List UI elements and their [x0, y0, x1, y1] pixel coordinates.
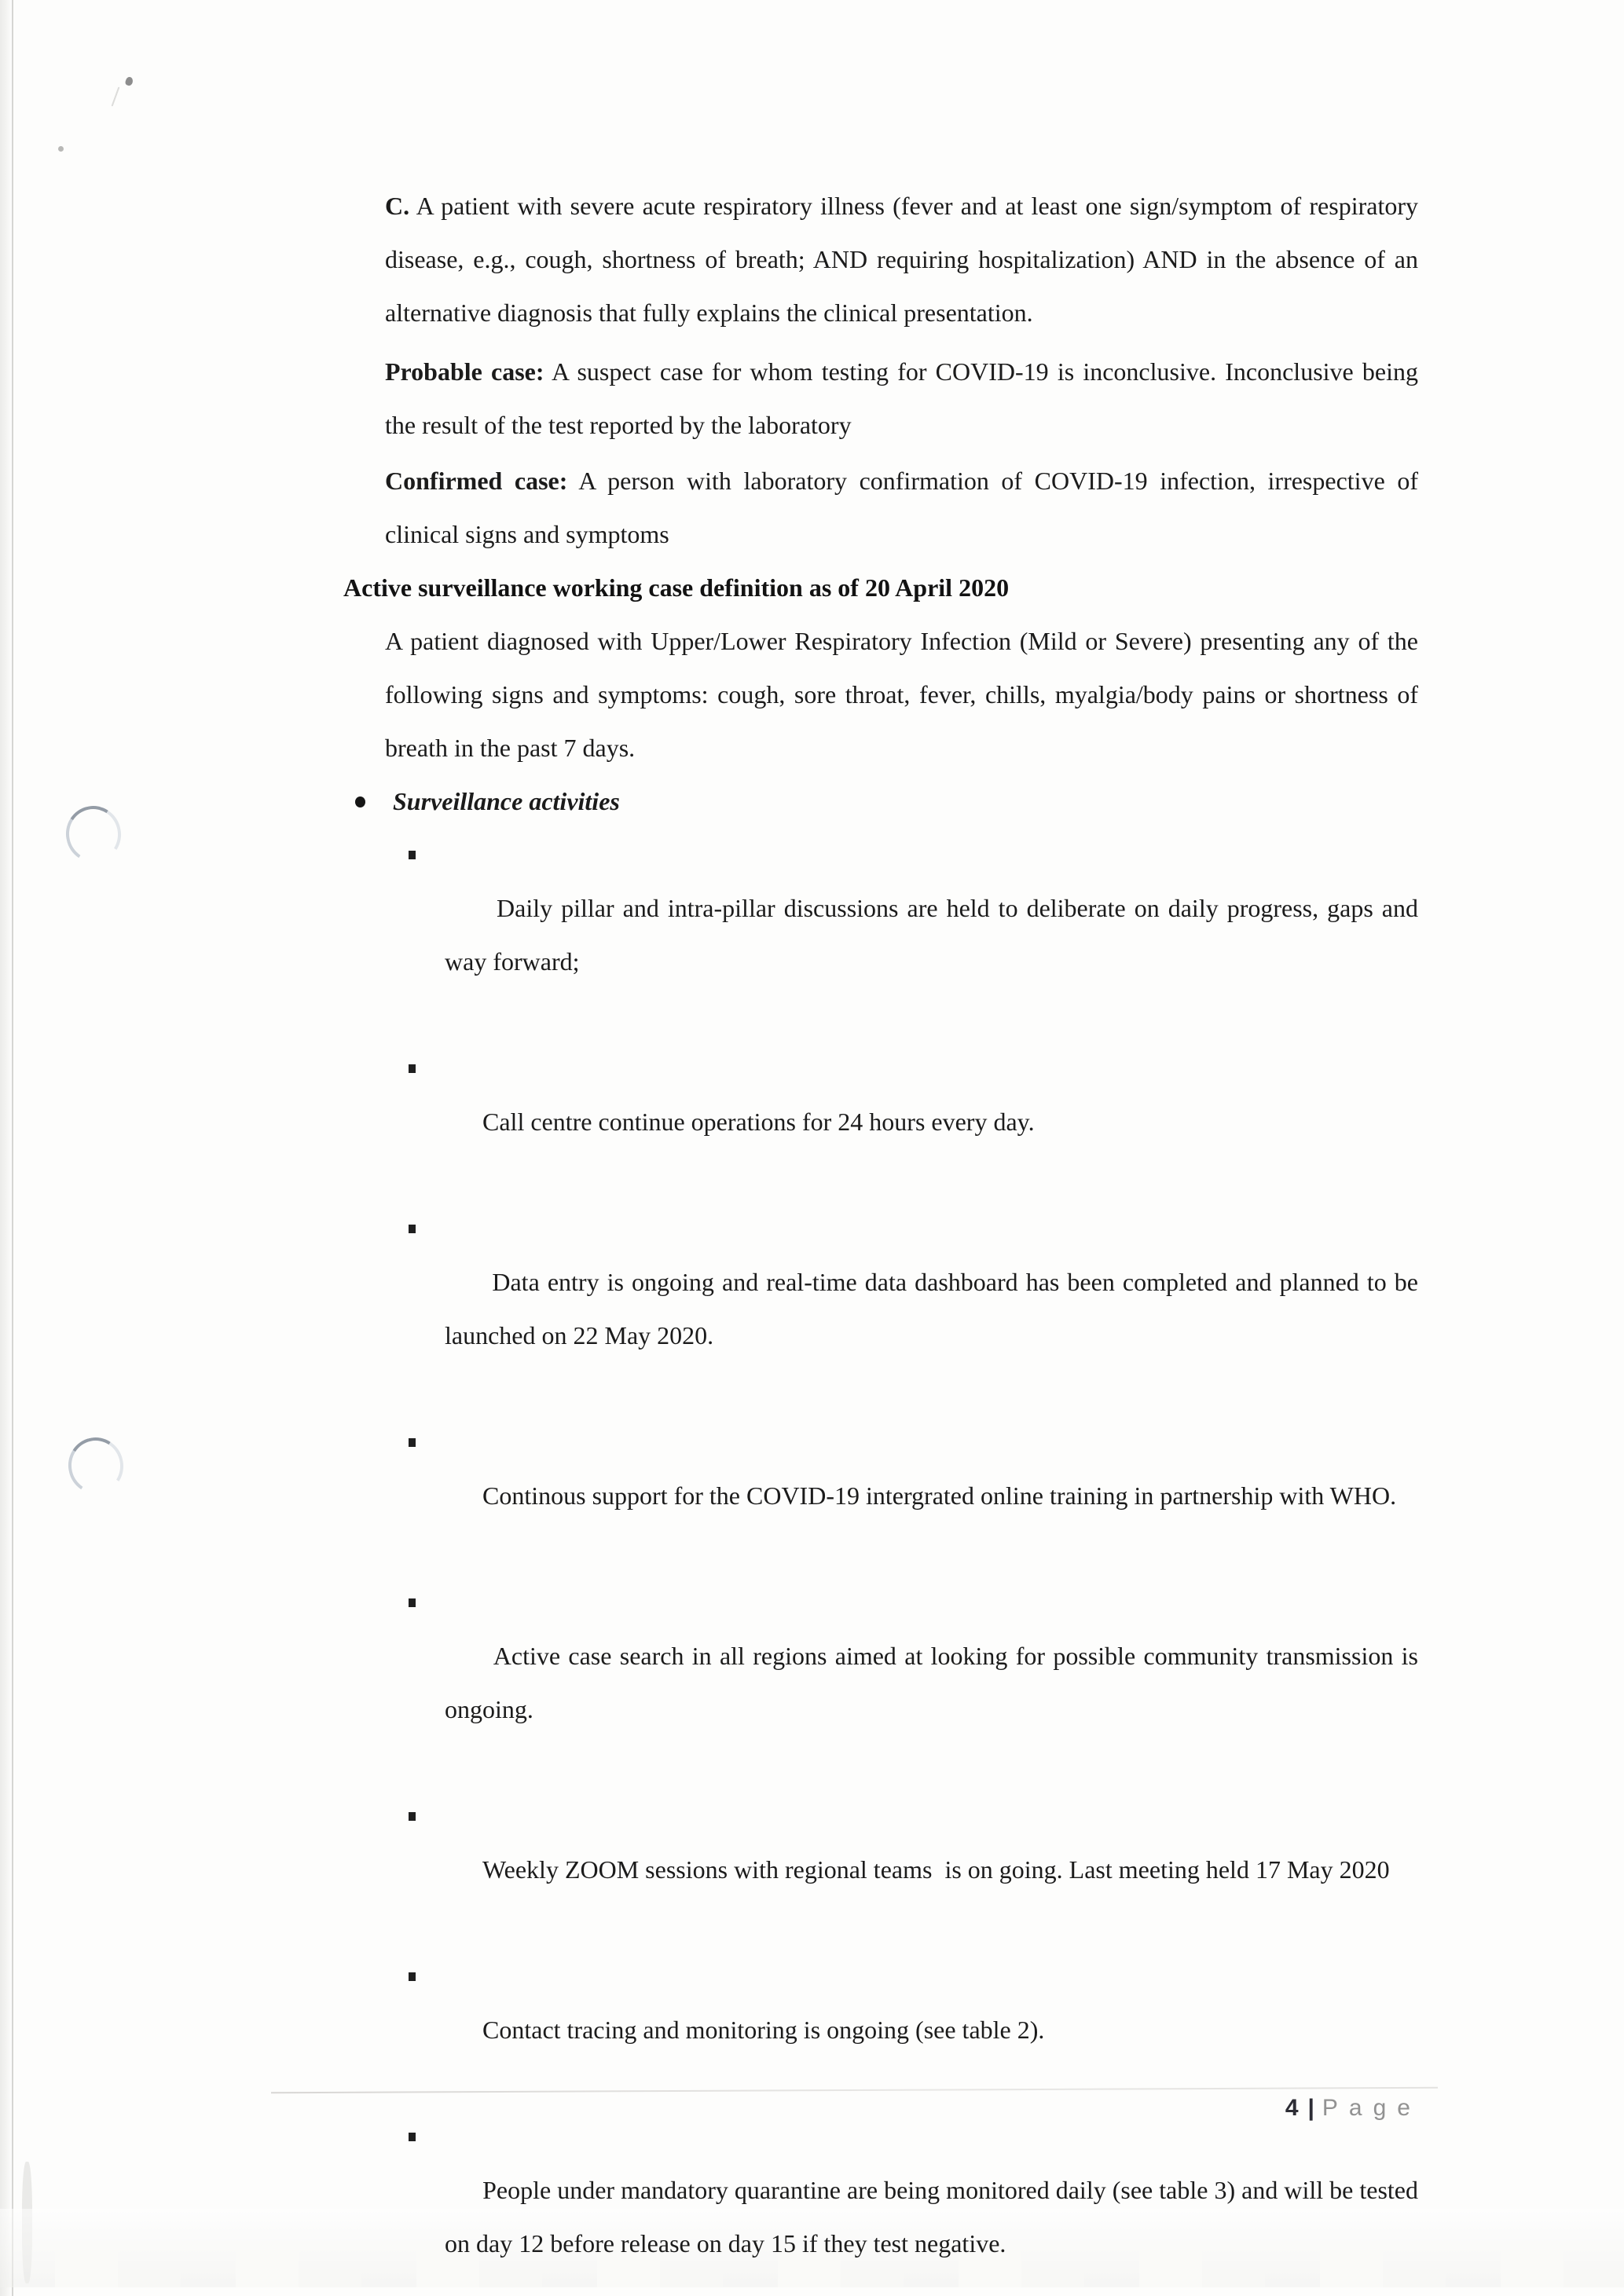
list-item: [409, 1576, 1425, 1789]
scan-speck: [58, 146, 64, 152]
square-bullet-icon: [409, 1064, 416, 1073]
list-item-text: Data entry is ongoing and real-time data dashboard has been completed and planned to be launched on 22 May 2020.: [445, 1268, 1425, 1349]
hole-punch-mark: [63, 1433, 128, 1500]
round-bullet-icon: [355, 796, 365, 807]
list-item-text: Call centre continue operations for 24 hours every day.: [482, 1108, 1035, 1136]
footer-separator: |: [1307, 2095, 1314, 2121]
square-bullet-icon: [409, 1225, 416, 1233]
list-item-text: Active case search in all regions aimed at looking for possible community transmission is ongoing.: [445, 1642, 1425, 1723]
list-item: [409, 828, 1425, 1042]
list-item: [409, 1042, 1418, 1202]
confirmed-case-label: Confirmed case:: [385, 467, 568, 495]
page-number: 4: [1285, 2095, 1299, 2121]
square-bullet-icon: [409, 851, 416, 859]
scan-speck: [125, 76, 134, 86]
scan-speck-tail: [112, 86, 120, 106]
list-item: [409, 2110, 1425, 2296]
paragraph-probable-case: [385, 345, 1418, 452]
confirmed-case-text: A person with laboratory confirmation of COVID-19 infection, irrespective of clinical signs and symptoms: [385, 467, 1419, 548]
scan-edge-line: [0, 0, 13, 2296]
square-bullet-icon: [409, 2133, 416, 2141]
case-c-label: C.: [385, 192, 410, 220]
paragraph-case-definition: A patient diagnosed with Upper/Lower Respiratory Infection (Mild or Severe) presenting any of the following signs and symptoms: cough, sore throat, fever, chills, myalgia/body pains or shortness of breath in the past 7 days.: [385, 627, 1418, 762]
paragraph-case-c: [385, 179, 1418, 339]
section-heading: Active surveillance working case definition as of 20 April 2020: [343, 573, 1010, 602]
list-item: [409, 1950, 1418, 2110]
probable-case-text: A suspect case for whom testing for COVID-19 is inconclusive. Inconclusive being the result of the test reported by the laboratory: [385, 357, 1419, 439]
probable-case-label: Probable case:: [385, 357, 544, 386]
case-c-text: A patient with severe acute respiratory illness (fever and at least one sign/symptom of respiratory disease, e.g., cough, shortness of breath; AND requiring hospitalization) AND in the absence of an alternative diagnosis that fully explains the clinical presentation.: [385, 192, 1418, 327]
footer-page-word: Page: [1322, 2095, 1421, 2121]
page-content: [343, 179, 1425, 2296]
list-item-text: Daily pillar and intra-pillar discussions are held to deliberate on daily progress, gaps and way forward;: [445, 894, 1425, 976]
square-bullet-icon: [409, 1438, 416, 1447]
hole-punch-mark: [60, 801, 126, 868]
list-item: [409, 1202, 1425, 1415]
list-item: [409, 1415, 1418, 1576]
paragraph-confirmed-case: [385, 454, 1418, 561]
surveillance-activities-label: Surveillance activities: [393, 787, 620, 815]
list-item-text: Weekly ZOOM sessions with regional teams is on going. Last meeting held 17 May 2020: [482, 1855, 1390, 1884]
page-footer: [1285, 2094, 1421, 2122]
square-bullet-icon: [409, 1812, 416, 1821]
list-item: [409, 1789, 1418, 1950]
list-item-text: Continous support for the COVID-19 intergrated online training in partnership with WHO.: [482, 1481, 1397, 1510]
square-bullet-icon: [409, 1598, 416, 1607]
list-item-text: People under mandatory quarantine are being monitored daily (see table 3) and will be tested on day 12 before release on day 15 if they test negative.: [445, 2176, 1425, 2258]
bullet-surveillance-activities: [355, 774, 1418, 828]
square-bullet-icon: [409, 1972, 416, 1981]
list-item-text: Contact tracing and monitoring is ongoing (see table 2).: [482, 2016, 1045, 2044]
